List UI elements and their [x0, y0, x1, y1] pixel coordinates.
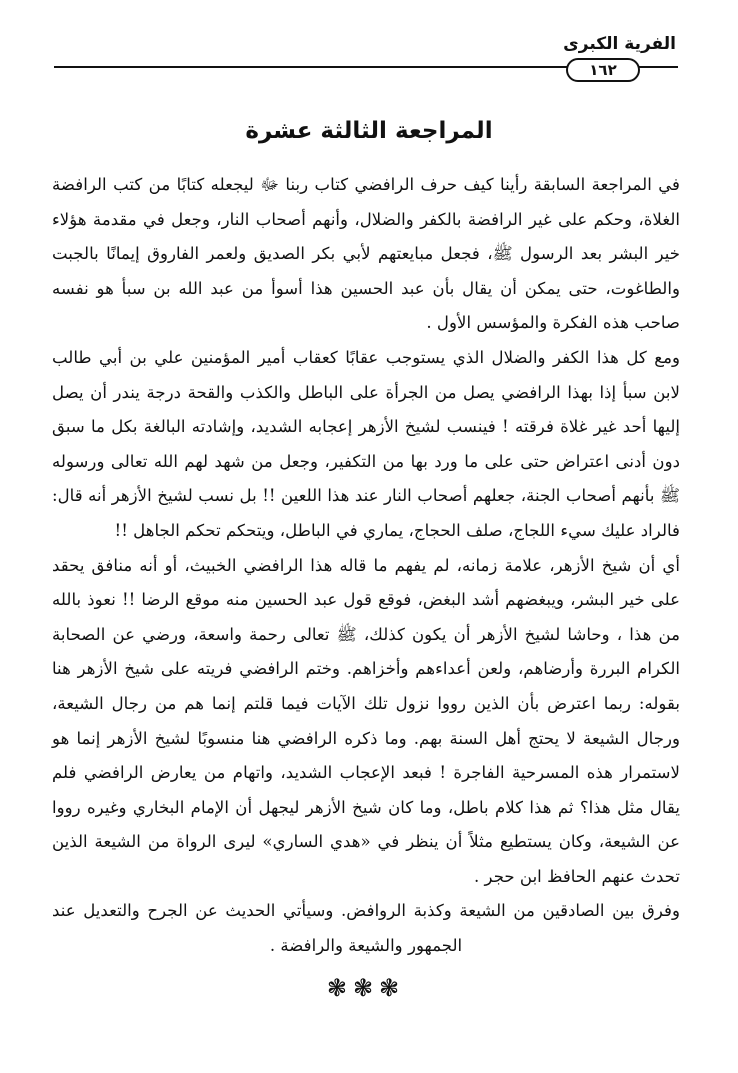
- paragraph: في المراجعة السابقة رأينا كيف حرف الرافضي كتاب ربنا ﷻ ليجعله كتابًا من كتب الرافضة الغلاة، وحكم على غير الرافضة بالكفر والضلال، وأنهم أصحاب النار، وجعل في مقدمة هؤلاء خير البشر بعد الرسول ﷺ، فجعل مبايعتهم لأبي بكر الصديق ولعمر الفاروق إيمانًا بالجبت والطاغوت، حتى يمكن أن يقال بأن عبد الحسين هذا أسوأ من عبد الله بن سبأ هو نفسه صاحب هذه الفكرة والمؤسس الأول .: [52, 175, 680, 333]
- paragraph: أي أن شيخ الأزهر، علامة زمانه، لم يفهم ما قاله هذا الرافضي الخبيث، أو أنه منافق يحقد على خير البشر، ويبغضهم أشد البغض، فوقع قول عبد الحسين منه موقع الرضا !! نعوذ بالله من هذا ، وحاشا لشيخ الأزهر أن يكون كذلك، ﷺ تعالى رحمة واسعة، ورضي عن الصحابة الكرام البررة وأرضاهم، ولعن أعداءهم وأخزاهم. وختم الرافضي فريته على شيخ الأزهر هنا بقوله: ربما اعترض بأن الذين رووا نزول تلك الآيات فيما قلتم إنما هم من رجال الشيعة، ورجال الشيعة لا يحتج أهل السنة بهم. وما ذكره الرافضي هنا منسوبًا لشيخ الأزهر إنما هو لاستمرار هذه المسرحية الفاجرة ! فبعد الإعجاب الشديد، واتهام من يعارض الرافضي فلم يقال مثل هذا؟ ثم هذا كلام باطل، وما كان شيخ الأزهر ليجهل أن الإمام البخاري وغيره رووا عن الشيعة، وكان يستطيع مثلاً أن ينظر في «هدي الساري» ليرى الرواة من الشيعة الذين تحدث عنهم الحافظ ابن حجر .: [52, 555, 680, 886]
- page-number: ١٦٢: [566, 58, 640, 82]
- body-text: [52, 168, 680, 1002]
- paragraph: ومع كل هذا الكفر والضلال الذي يستوجب عقابًا كعقاب أمير المؤمنين علي بن أبي طالب لابن سبأ إذا بهذا الرافضي يصل من الجرأة على الباطل والكذب والقحة درجة يندر أن يصل إليها أحد غير غلاة فرقته ! فينسب لشيخ الأزهر إعجابه الشديد، وإشادته البالغة بكل ما سبق دون أدنى اعتراض حتى على ما ورد بها من التكفير، وجعل من شهد لهم الله تعالى ورسوله ﷺ بأنهم أصحاب الجنة، جعلهم أصحاب النار عند هذا اللعين !! بل نسب لشيخ الأزهر أنه قال: فالراد عليك سيء اللجاج، صلف الحجاج، يماري في الباطل، ويتحكم تحكم الجاهل !!: [52, 347, 680, 540]
- paragraph: وفرق بين الصادقين من الشيعة وكذبة الروافض. وسيأتي الحديث عن الجرح والتعديل عند الجمهور والشيعة والرافضة .: [52, 901, 680, 956]
- chapter-title: المراجعة الثالثة عشرة: [245, 118, 493, 144]
- running-title: الفرية الكبرى: [563, 34, 676, 54]
- section-end-ornament: ❃❃❃: [326, 973, 406, 1002]
